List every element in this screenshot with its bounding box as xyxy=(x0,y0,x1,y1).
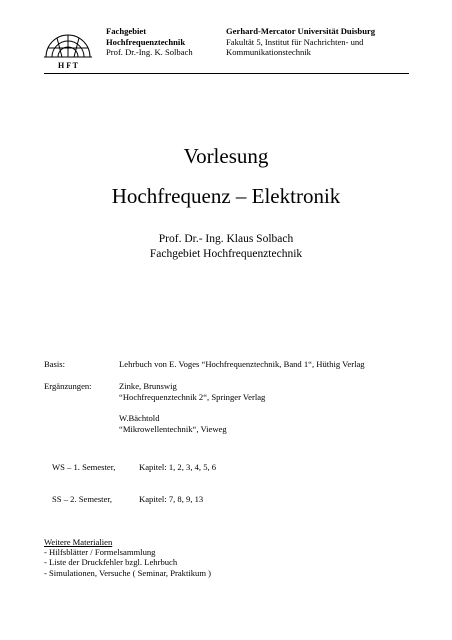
header-right-line2: Fakultät 5, Institut für Nachrichten- und xyxy=(226,36,364,47)
header-left-line3: Prof. Dr.-Ing. K. Solbach xyxy=(106,47,193,57)
title-line2: Hochfrequenz – Elektronik xyxy=(111,184,341,208)
header-divider xyxy=(44,73,409,74)
basis-text: Lehrbuch von E. Voges “Hochfrequenztechnik, Band 1“, Hüthig Verlag xyxy=(119,359,365,369)
hft-logo xyxy=(40,24,96,70)
ergaenzungen-ref-1: Zinke, Brunswig xyxy=(119,381,177,391)
ergaenzungen-ref-2: “Hochfrequenztechnik 2“, Springer Verlag xyxy=(119,392,266,402)
header-right-line3: Kommunikationstechnik xyxy=(226,47,311,57)
ergaenzungen-ref-4: “Mikrowellentechnik“, Vieweg xyxy=(119,424,227,434)
materials-item-1: - Hilfsblätter / Formelsammlung xyxy=(44,547,156,557)
hft-globe-icon xyxy=(40,24,96,70)
materials-item-2: - Liste der Druckfehler bzgl. Lehrbuch xyxy=(44,557,178,567)
header-right xyxy=(226,26,375,58)
author-department: Fachgebiet Hochfrequenztechnik xyxy=(149,248,303,260)
materials-item-3: - Simulationen, Versuche ( Seminar, Praktikum ) xyxy=(44,568,212,578)
logo-text: H F T xyxy=(57,61,79,70)
materials-heading: Weitere Materialien xyxy=(44,537,113,547)
semester-ss-chapters: Kapitel: 7, 8, 9, 13 xyxy=(139,494,204,504)
header-right-line1: Gerhard-Mercator Universität Duisburg xyxy=(226,26,376,36)
author-name: Prof. Dr.- Ing. Klaus Solbach xyxy=(158,233,294,245)
header-left-line2: Hochfrequenztechnik xyxy=(106,36,186,47)
semester-ws-chapters: Kapitel: 1, 2, 3, 4, 5, 6 xyxy=(139,462,217,472)
ergaenzungen-ref-3: W.Bächtold xyxy=(119,413,160,423)
title-line1: Vorlesung xyxy=(183,144,269,168)
header-left xyxy=(106,26,193,58)
ergaenzungen-label: Ergänzungen: xyxy=(44,381,92,391)
semester-ws-label: WS – 1. Semester, xyxy=(52,462,116,472)
semester-ss-label: SS – 2. Semester, xyxy=(52,494,113,504)
header-left-line1: Fachgebiet xyxy=(106,26,147,36)
basis-label: Basis: xyxy=(44,359,66,369)
